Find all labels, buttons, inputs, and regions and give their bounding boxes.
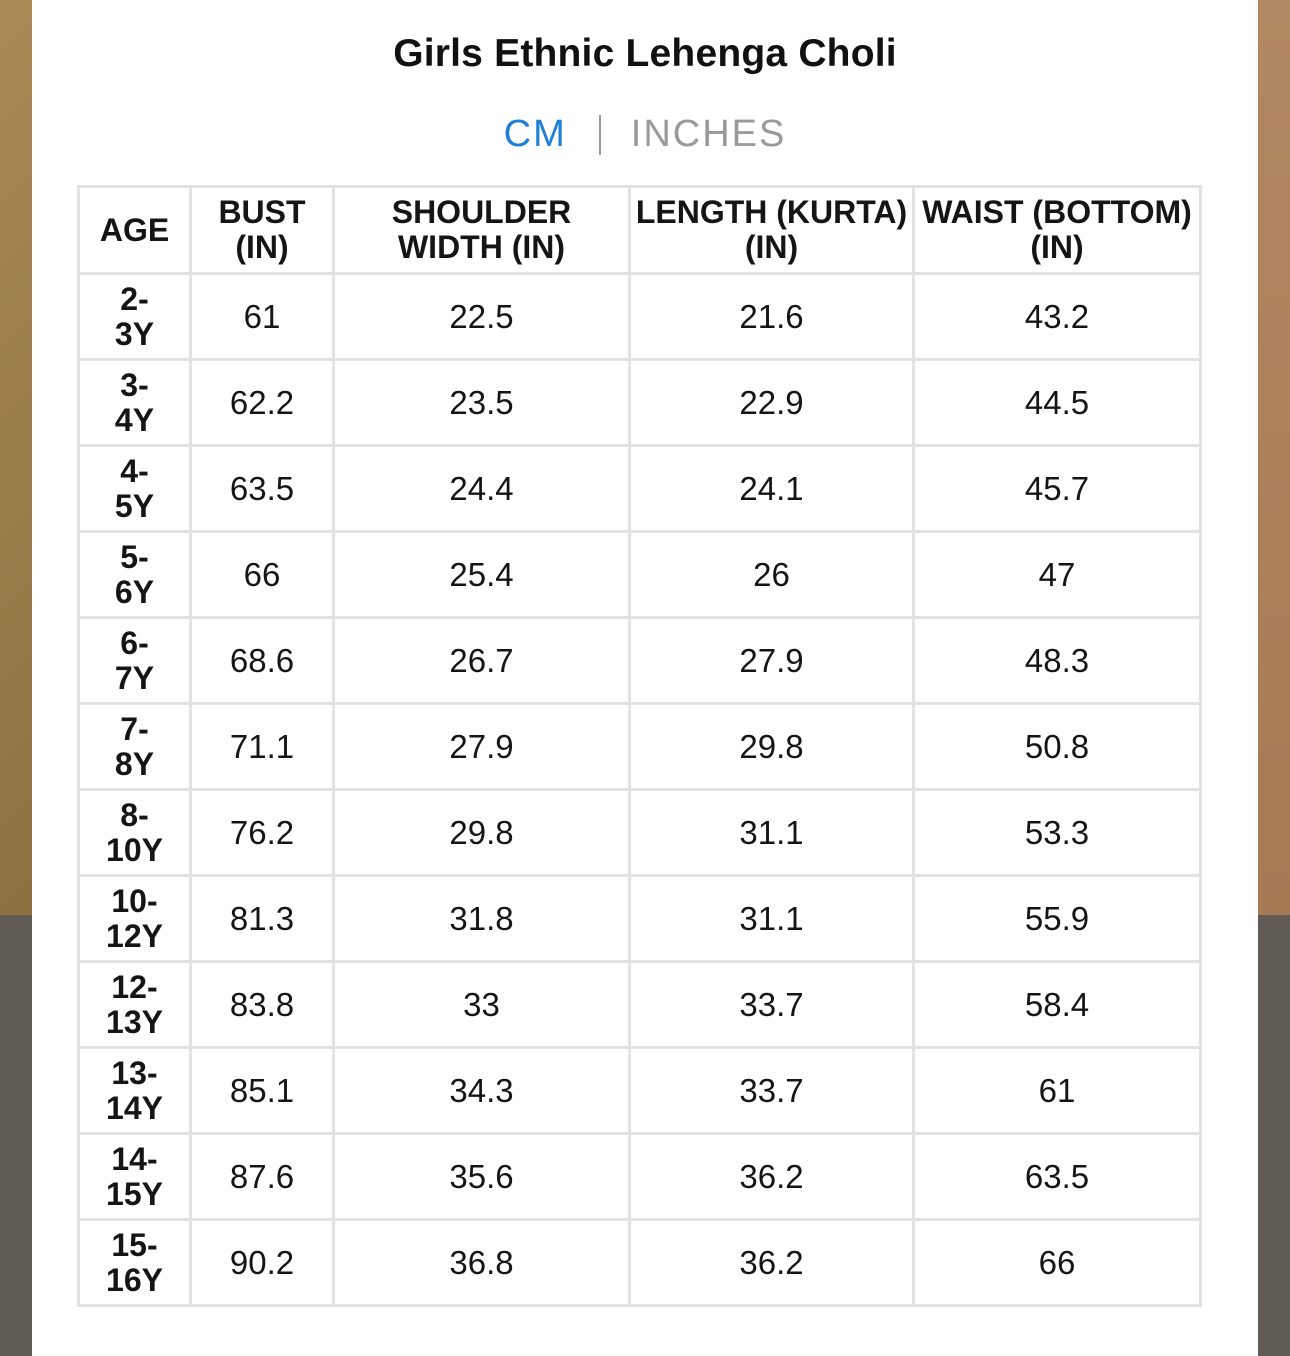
cell-shoulder-width: 29.8 bbox=[334, 790, 630, 876]
table-row bbox=[79, 1220, 1201, 1306]
cell-length-kurta: 36.2 bbox=[630, 1134, 914, 1220]
cell-age bbox=[79, 532, 191, 618]
age-label: 4- 5Y bbox=[114, 452, 155, 524]
cell-age bbox=[79, 274, 191, 360]
cell-shoulder-width: 25.4 bbox=[334, 532, 630, 618]
cell-waist-bottom: 55.9 bbox=[914, 876, 1201, 962]
cell-shoulder-width: 23.5 bbox=[334, 360, 630, 446]
cell-shoulder-width: 31.8 bbox=[334, 876, 630, 962]
age-label: 7- 8Y bbox=[114, 710, 155, 782]
cell-waist-bottom: 45.7 bbox=[914, 446, 1201, 532]
cell-bust: 76.2 bbox=[191, 790, 334, 876]
cell-bust: 81.3 bbox=[191, 876, 334, 962]
cell-bust: 61 bbox=[191, 274, 334, 360]
unit-toggle bbox=[32, 112, 1258, 156]
table-row bbox=[79, 532, 1201, 618]
age-label: 10- 12Y bbox=[106, 882, 163, 954]
cell-waist-bottom: 53.3 bbox=[914, 790, 1201, 876]
age-label: 14- 15Y bbox=[106, 1140, 163, 1212]
cell-age bbox=[79, 876, 191, 962]
cell-age bbox=[79, 360, 191, 446]
cell-bust: 71.1 bbox=[191, 704, 334, 790]
cell-length-kurta: 22.9 bbox=[630, 360, 914, 446]
cell-bust: 85.1 bbox=[191, 1048, 334, 1134]
cell-shoulder-width: 27.9 bbox=[334, 704, 630, 790]
cell-shoulder-width: 33 bbox=[334, 962, 630, 1048]
cell-bust: 63.5 bbox=[191, 446, 334, 532]
table-row bbox=[79, 704, 1201, 790]
cell-waist-bottom: 47 bbox=[914, 532, 1201, 618]
table-row bbox=[79, 1048, 1201, 1134]
table-header-row bbox=[79, 187, 1201, 274]
cell-length-kurta: 36.2 bbox=[630, 1220, 914, 1306]
cell-waist-bottom: 58.4 bbox=[914, 962, 1201, 1048]
size-chart-sheet bbox=[32, 0, 1258, 1356]
unit-cm-tab[interactable]: CM bbox=[503, 113, 567, 156]
cell-shoulder-width: 26.7 bbox=[334, 618, 630, 704]
size-chart-title: Girls Ethnic Lehenga Choli bbox=[393, 32, 897, 75]
cell-age bbox=[79, 962, 191, 1048]
table-row bbox=[79, 962, 1201, 1048]
size-table bbox=[77, 185, 1202, 1307]
header-shoulder-width: SHOULDER WIDTH (IN) bbox=[334, 187, 630, 274]
age-label: 2- 3Y bbox=[114, 280, 155, 352]
cell-waist-bottom: 43.2 bbox=[914, 274, 1201, 360]
background-product-image-edge bbox=[1258, 0, 1290, 915]
cell-waist-bottom: 48.3 bbox=[914, 618, 1201, 704]
cell-bust: 87.6 bbox=[191, 1134, 334, 1220]
cell-age bbox=[79, 1134, 191, 1220]
cell-age bbox=[79, 618, 191, 704]
cell-waist-bottom: 50.8 bbox=[914, 704, 1201, 790]
unit-inches-tab[interactable]: INCHES bbox=[630, 113, 787, 156]
cell-bust: 83.8 bbox=[191, 962, 334, 1048]
table-row bbox=[79, 1134, 1201, 1220]
cell-waist-bottom: 63.5 bbox=[914, 1134, 1201, 1220]
age-label: 6- 7Y bbox=[114, 624, 155, 696]
cell-length-kurta: 26 bbox=[630, 532, 914, 618]
table-body bbox=[79, 274, 1201, 1306]
cell-age bbox=[79, 1048, 191, 1134]
age-label: 15- 16Y bbox=[106, 1226, 163, 1298]
cell-bust: 68.6 bbox=[191, 618, 334, 704]
age-label: 3- 4Y bbox=[114, 366, 155, 438]
table-row bbox=[79, 274, 1201, 360]
age-label: 13- 14Y bbox=[106, 1054, 163, 1126]
cell-shoulder-width: 22.5 bbox=[334, 274, 630, 360]
cell-length-kurta: 29.8 bbox=[630, 704, 914, 790]
cell-shoulder-width: 35.6 bbox=[334, 1134, 630, 1220]
cell-length-kurta: 31.1 bbox=[630, 876, 914, 962]
cell-waist-bottom: 61 bbox=[914, 1048, 1201, 1134]
age-label: 5- 6Y bbox=[114, 538, 155, 610]
age-label: 12- 13Y bbox=[106, 968, 163, 1040]
header-waist-bottom: WAIST (BOTTOM) (IN) bbox=[914, 187, 1201, 274]
cell-length-kurta: 33.7 bbox=[630, 1048, 914, 1134]
cell-waist-bottom: 66 bbox=[914, 1220, 1201, 1306]
cell-bust: 90.2 bbox=[191, 1220, 334, 1306]
cell-age bbox=[79, 704, 191, 790]
cell-length-kurta: 27.9 bbox=[630, 618, 914, 704]
header-bust: BUST (IN) bbox=[191, 187, 334, 274]
header-length-kurta: LENGTH (KURTA) (IN) bbox=[630, 187, 914, 274]
cell-age bbox=[79, 446, 191, 532]
age-label: 8- 10Y bbox=[106, 796, 163, 868]
table-row bbox=[79, 876, 1201, 962]
cell-length-kurta: 21.6 bbox=[630, 274, 914, 360]
table-row bbox=[79, 360, 1201, 446]
unit-separator bbox=[599, 115, 601, 155]
table-row bbox=[79, 790, 1201, 876]
table-row bbox=[79, 618, 1201, 704]
cell-shoulder-width: 34.3 bbox=[334, 1048, 630, 1134]
cell-shoulder-width: 24.4 bbox=[334, 446, 630, 532]
cell-age bbox=[79, 1220, 191, 1306]
cell-age bbox=[79, 790, 191, 876]
cell-waist-bottom: 44.5 bbox=[914, 360, 1201, 446]
header-age: AGE bbox=[79, 187, 191, 274]
cell-length-kurta: 24.1 bbox=[630, 446, 914, 532]
cell-length-kurta: 31.1 bbox=[630, 790, 914, 876]
cell-length-kurta: 33.7 bbox=[630, 962, 914, 1048]
cell-shoulder-width: 36.8 bbox=[334, 1220, 630, 1306]
cell-bust: 66 bbox=[191, 532, 334, 618]
table-row bbox=[79, 446, 1201, 532]
cell-bust: 62.2 bbox=[191, 360, 334, 446]
